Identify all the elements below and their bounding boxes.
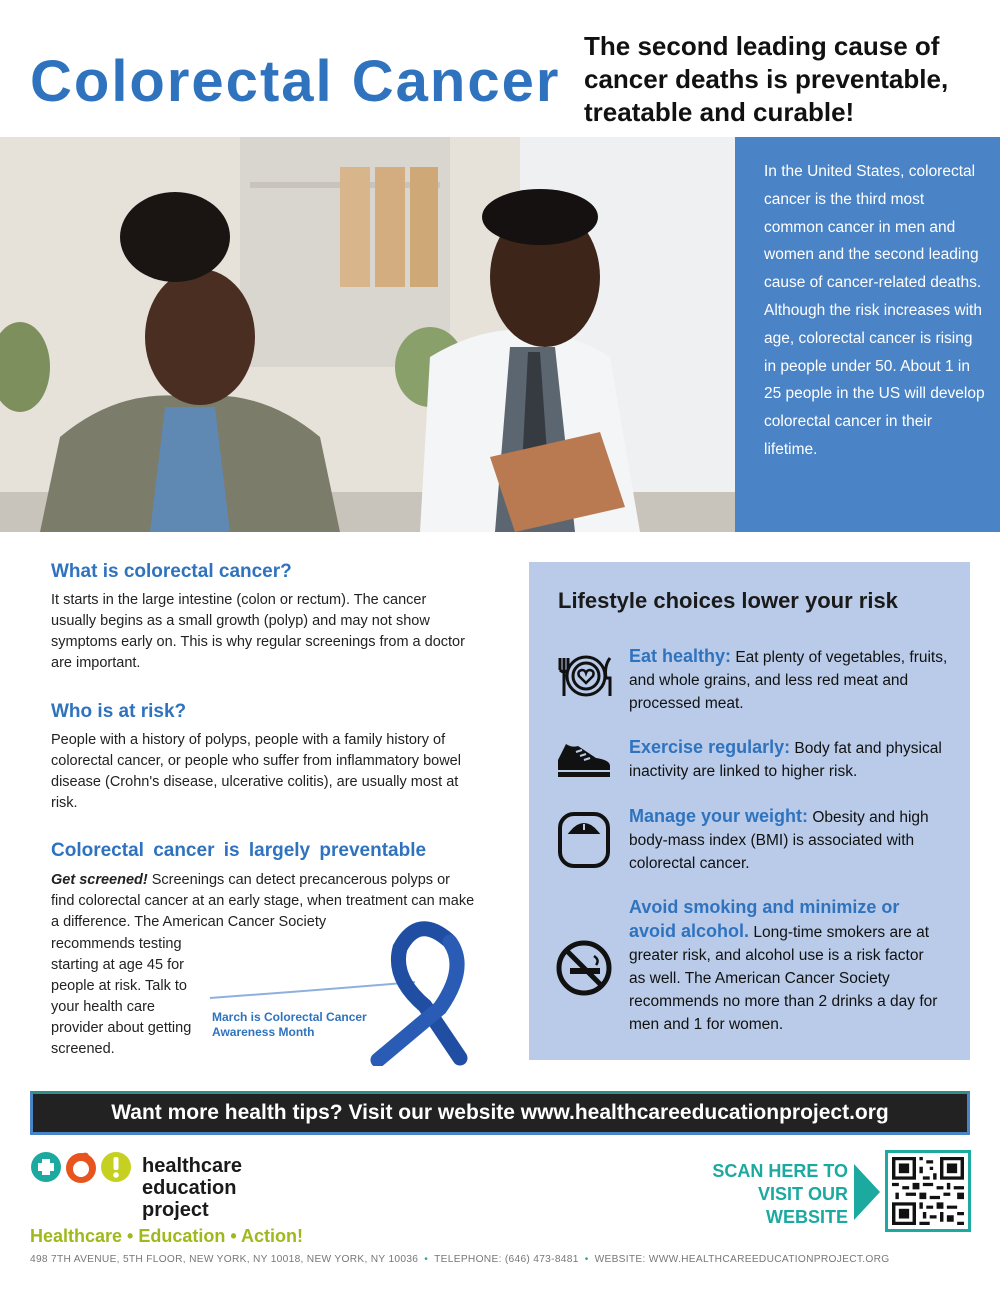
lifestyle-item-weight: [629, 805, 949, 875]
footer-telephone: TELEPHONE: (646) 473-8481: [434, 1254, 579, 1265]
lifestyle-item-exercise: [629, 736, 949, 783]
what-text: It starts in the large intestine (colon or rectum). The cancer usually begins as a small growth (polyp) and may not show symptoms early on. This is why regular screenings from a doctor are important.: [51, 592, 465, 671]
org-name-line: project: [142, 1199, 209, 1221]
preventable-lead: Get screened!: [51, 872, 148, 888]
tagline: The second leading cause of cancer deaths is preventable, treatable and curable!: [584, 31, 949, 127]
scale-icon: [556, 810, 612, 866]
lifestyle-item-head: Eat healthy:: [629, 646, 732, 666]
preventable-heading: Colorectal cancer is largely preventable: [51, 840, 427, 861]
org-motto: Healthcare • Education • Action!: [30, 1226, 303, 1246]
org-name-line: healthcare: [142, 1155, 243, 1177]
lifestyle-item-head: Exercise regularly:: [629, 737, 791, 757]
ribbon-caption: March is Colorectal Cancer Awareness Month: [212, 1010, 367, 1039]
lifestyle-item-eat: [629, 645, 949, 715]
lifestyle-item-text: Body fat and physical inactivity are linked to higher risk.: [629, 740, 942, 780]
who-text: People with a history of polyps, people with a family history of colorectal cancer, or people who suffer from inflammatory bowel disease (Crohn's disease, ulcerative colitis), are usually most at risk.: [51, 732, 461, 811]
awareness-ribbon-icon: [200, 918, 490, 1066]
lifestyle-item-text: Eat plenty of vegetables, fruits, and whole grains, and less red meat and processed meat.: [629, 649, 948, 712]
footer-address: 498 7TH AVENUE, 5TH FLOOR, NEW YORK, NY 10018, NEW YORK, NY 10036: [30, 1254, 419, 1265]
lifestyle-title: Lifestyle choices lower your risk: [558, 588, 898, 613]
hero-info-text: In the United States, colorectal cancer is the third most common cancer in men and women and the second leading cause of cancer-related deaths. Although the risk increases with age, colorectal cancer is rising in people under 50. About 1 in 25 people in the US will develop colorectal cancer in their lifetime.: [764, 163, 985, 458]
lifestyle-item-head: Avoid smoking and minimize or avoid alcohol.: [629, 897, 900, 941]
footer: 498 7TH AVENUE, 5TH FLOOR, NEW YORK, NY 10018, NEW YORK, NY 10036 • TELEPHONE: (646) 473-8481 • WEBSITE: WWW.HEALTHCAREEDUCATIONPROJECT.ORG: [30, 1254, 890, 1265]
what-heading: What is colorectal cancer?: [51, 561, 292, 582]
website-banner[interactable]: Want more health tips? Visit our website www.healthcareeducationproject.org: [30, 1091, 970, 1135]
shoe-icon: [556, 730, 612, 786]
plate-heart-icon: [556, 648, 612, 704]
scan-prompt: SCAN HERE TO VISIT OUR WEBSITE: [712, 1161, 848, 1227]
preventable-text-continued: recommends testing starting at age 45 for people at risk. Talk to your health care provider about getting screened.: [51, 936, 192, 1057]
org-name-line: education: [142, 1177, 237, 1199]
lifestyle-item-text: Long-time smokers are at greater risk, and alcohol use is a risk factor as well. The American Cancer Society recommends no more than 2 drinks a day for men and 1 for women.: [629, 924, 938, 1033]
preventable-body: Screenings can detect precancerous polyps or find colorectal cancer at an early stage, when treatment can make a difference. The American Cancer Society: [51, 872, 475, 930]
hero-photo: [0, 137, 735, 532]
lifestyle-item-text: Obesity and high body-mass index (BMI) is associated with colorectal cancer.: [629, 809, 929, 872]
lifestyle-item-head: Manage your weight:: [629, 806, 809, 826]
page-title: Colorectal Cancer: [30, 49, 561, 114]
lifestyle-item-smoking: [629, 896, 944, 1036]
who-heading: Who is at risk?: [51, 701, 187, 722]
qr-code[interactable]: [885, 1150, 971, 1232]
org-logo: [30, 1150, 132, 1189]
org-name: [142, 1155, 242, 1221]
no-smoking-icon: [556, 938, 612, 994]
footer-website[interactable]: WEBSITE: WWW.HEALTHCAREEDUCATIONPROJECT.ORG: [594, 1254, 890, 1265]
arrow-right-icon: [852, 1162, 882, 1227]
